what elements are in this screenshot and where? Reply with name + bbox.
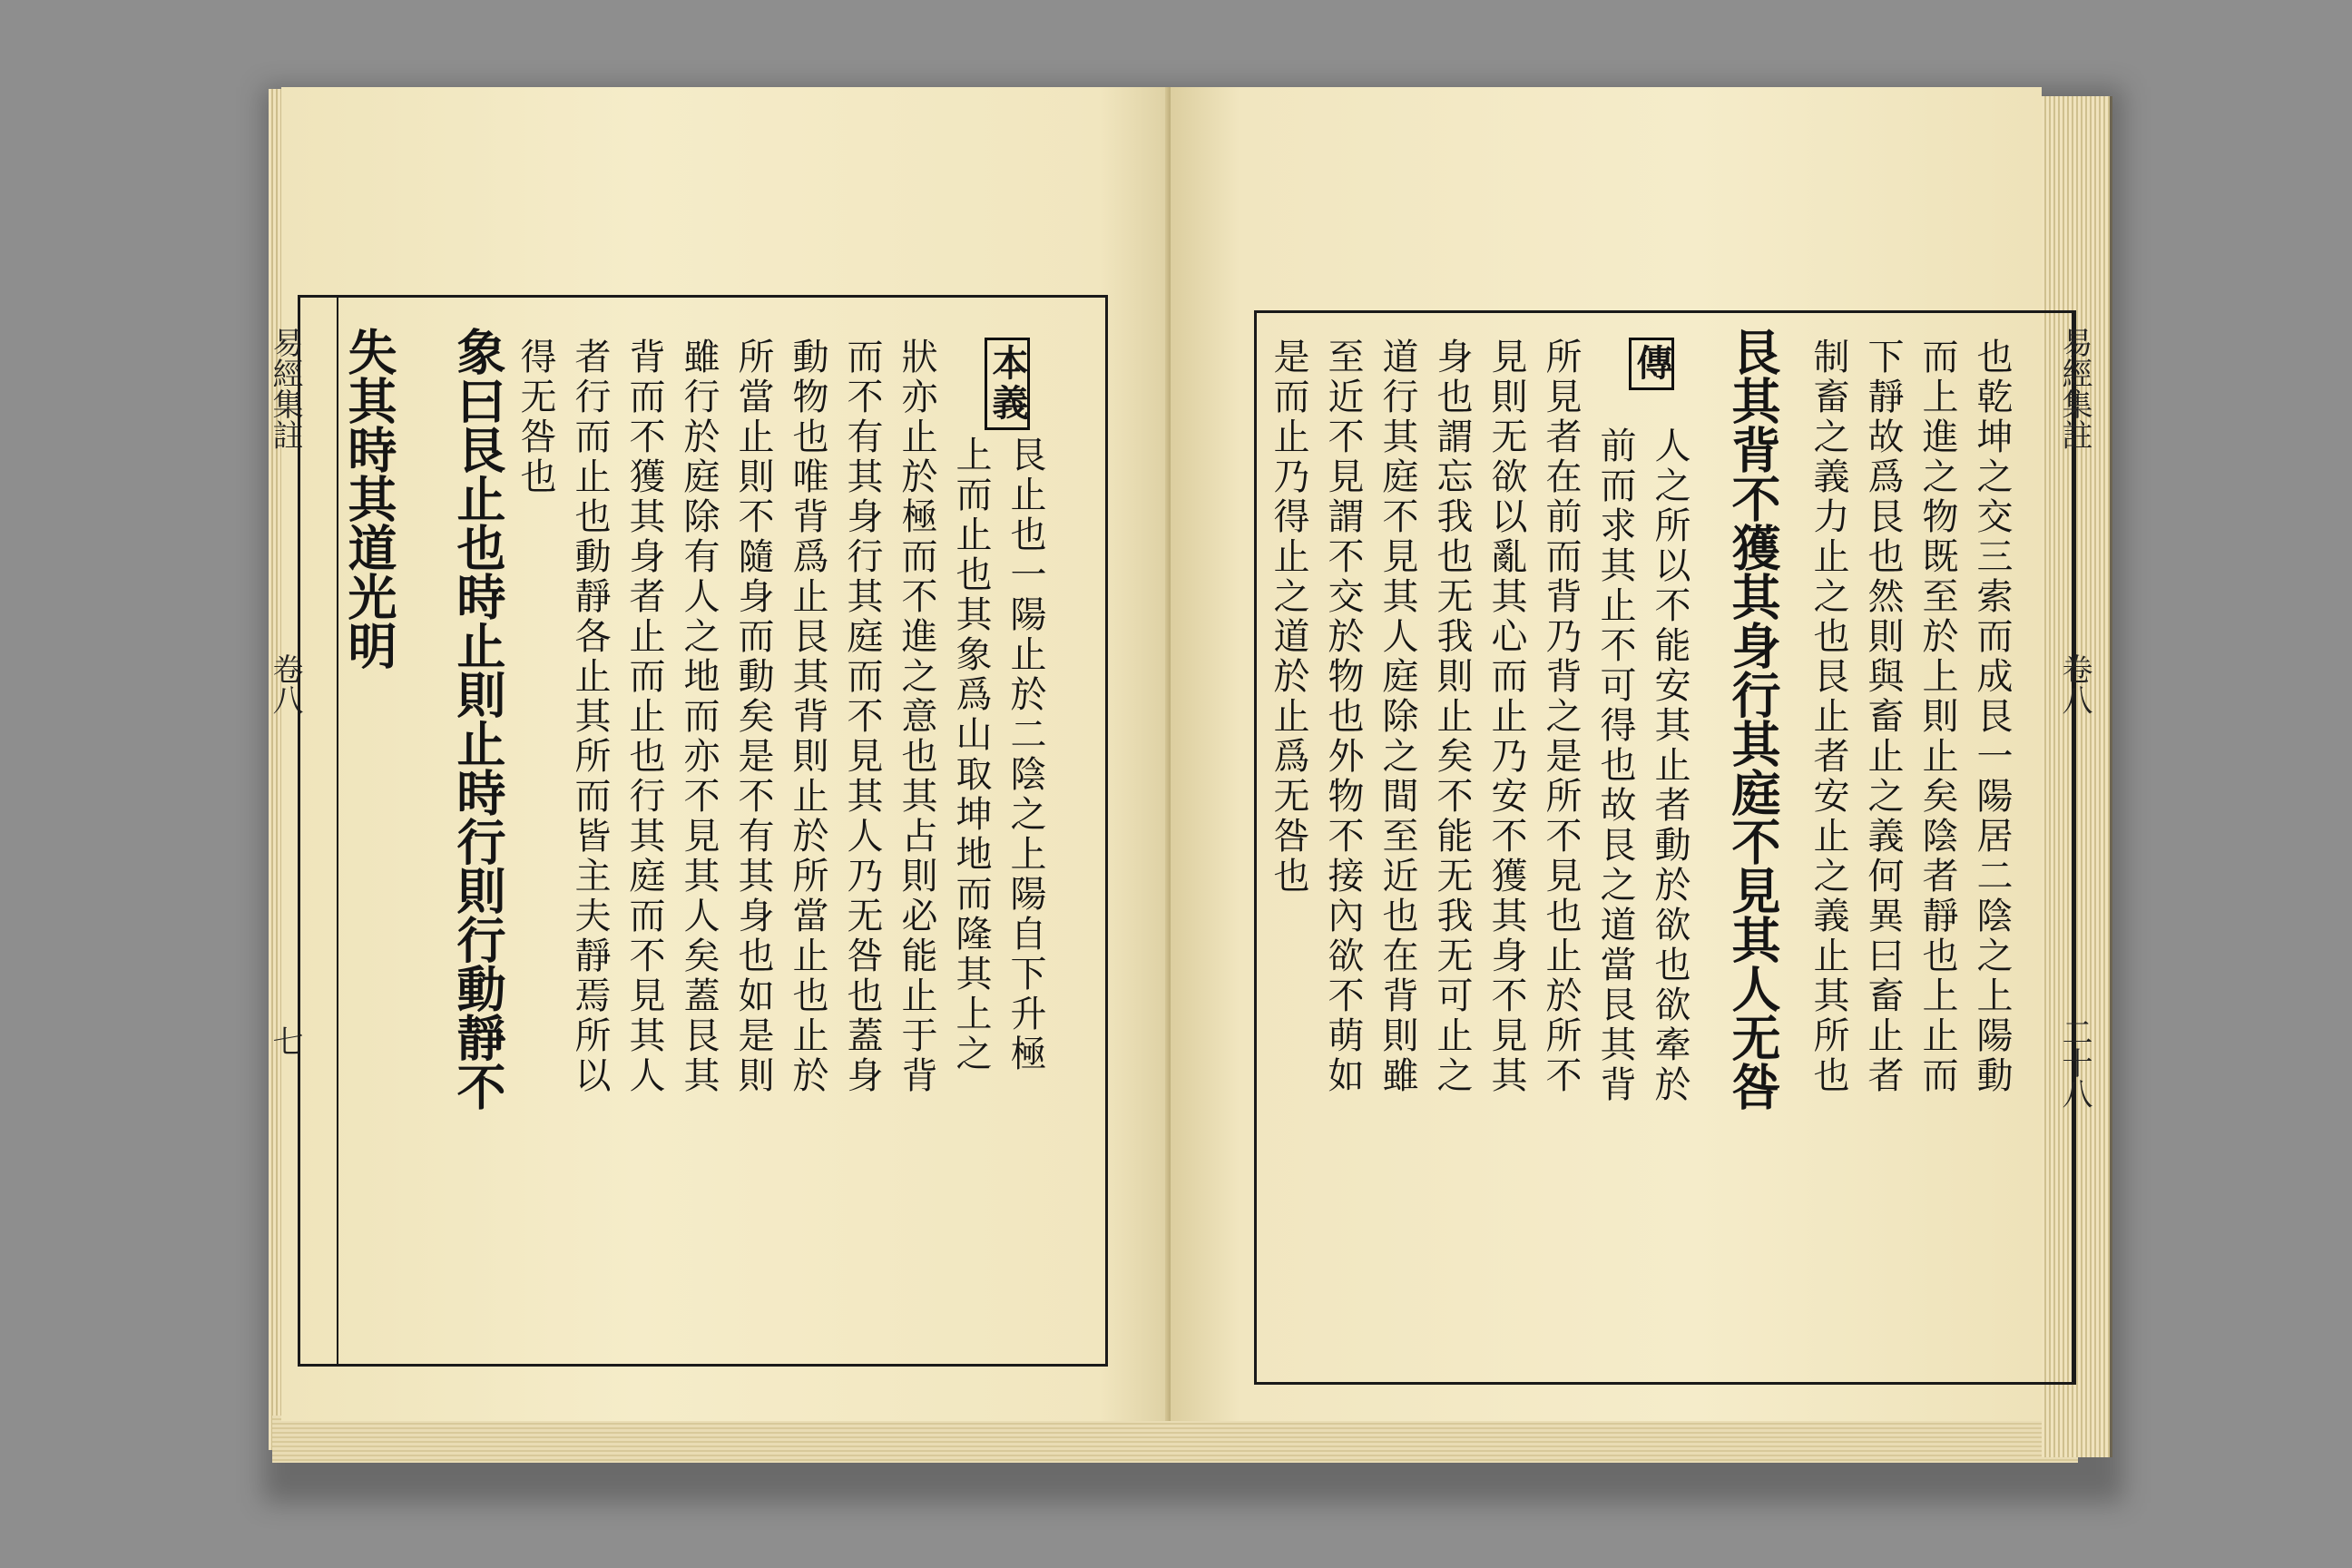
right-badge	[1629, 338, 1674, 390]
left-badge	[985, 338, 1030, 430]
left-commentary-col-3: 狀亦止於極而不進之意也其占則必能止于背	[896, 338, 937, 1096]
left-main-column-2: 失其時其道光明	[340, 327, 398, 670]
left-commentary-col-9: 者行而止也動靜各止其所而皆主夫靜焉所以	[569, 338, 611, 1096]
left-margin-title: 易經集註	[267, 327, 303, 450]
right-commentary-col-1: 也乾坤之交三索而成艮一陽居二陰之上陽動	[1971, 338, 2013, 1096]
right-main-text: 艮其背不獲其身行其庭不見其人无咎	[1724, 327, 1782, 1111]
right-commentary-col-12: 是而止乃得止之道於止爲无咎也	[1268, 338, 1309, 897]
left-margin-volume: 卷八	[267, 653, 303, 715]
right-margin-title: 易經集註	[2056, 327, 2092, 450]
right-commentary-col-3: 下靜故爲艮也然則與畜止之義何異曰畜止者	[1862, 338, 1904, 1096]
left-commentary-col-1: 艮止也一陽止於二陰之上陽自下升極	[1004, 436, 1046, 1074]
right-commentary-col-9: 身也謂忘我也无我則止矣不能无我无可止之	[1431, 338, 1473, 1096]
left-margin-folio: 七	[267, 1025, 303, 1056]
right-commentary-col-5: 人之所以不能安其止者動於欲也欲牽於	[1649, 426, 1690, 1105]
left-commentary-col-8: 背而不獲其身者止而止也行其庭而不見其人	[623, 338, 665, 1096]
right-commentary-col-2: 而上進之物既至於上則止矣陰者靜也上止而	[1916, 338, 1958, 1096]
right-commentary-col-10: 道行其庭不見其人庭除之間至近也在背則雖	[1377, 338, 1418, 1096]
right-margin-volume: 卷八	[2056, 653, 2092, 715]
left-commentary-col-10: 得无咎也	[514, 338, 556, 497]
right-commentary-col-8: 見則无欲以亂其心而止乃安不獲其身不見其	[1485, 338, 1527, 1096]
left-commentary-col-4: 而不有其身行其庭而不見其人乃无咎也蓋身	[841, 338, 883, 1096]
chuan-badge: 傳	[1629, 338, 1674, 390]
right-margin-folio: 二十八	[2056, 1016, 2092, 1109]
right-commentary-col-11: 至近不見謂不交於物也外物不接內欲不萌如	[1322, 338, 1364, 1096]
right-commentary-col-6: 前而求其止不可得也故艮之道當艮其背	[1594, 426, 1636, 1105]
right-commentary-col-4: 制畜之義力止之也艮止者安止之義止其所也	[1808, 338, 1849, 1096]
book-bottom-edge	[272, 1416, 2078, 1463]
right-commentary-col-7: 所見者在前而背乃背之是所不見也止於所不	[1540, 338, 1582, 1096]
left-commentary-col-6: 所當止則不隨身而動矣是不有其身也如是則	[732, 338, 774, 1096]
left-main-column-1: 象曰艮止也時止則止時行則行動靜不	[449, 327, 507, 1111]
left-commentary-col-7: 雖行於庭除有人之地而亦不見其人矣蓋艮其	[678, 338, 720, 1096]
left-commentary-col-5: 動物也唯背爲止艮其背則止於所當止也止於	[787, 338, 828, 1096]
frame-rule	[2072, 313, 2073, 1382]
left-commentary-col-2: 上而止也其象爲山取坤地而隆其上之	[950, 436, 992, 1074]
benyi-badge: 本義	[985, 338, 1030, 430]
frame-rule	[337, 298, 338, 1364]
